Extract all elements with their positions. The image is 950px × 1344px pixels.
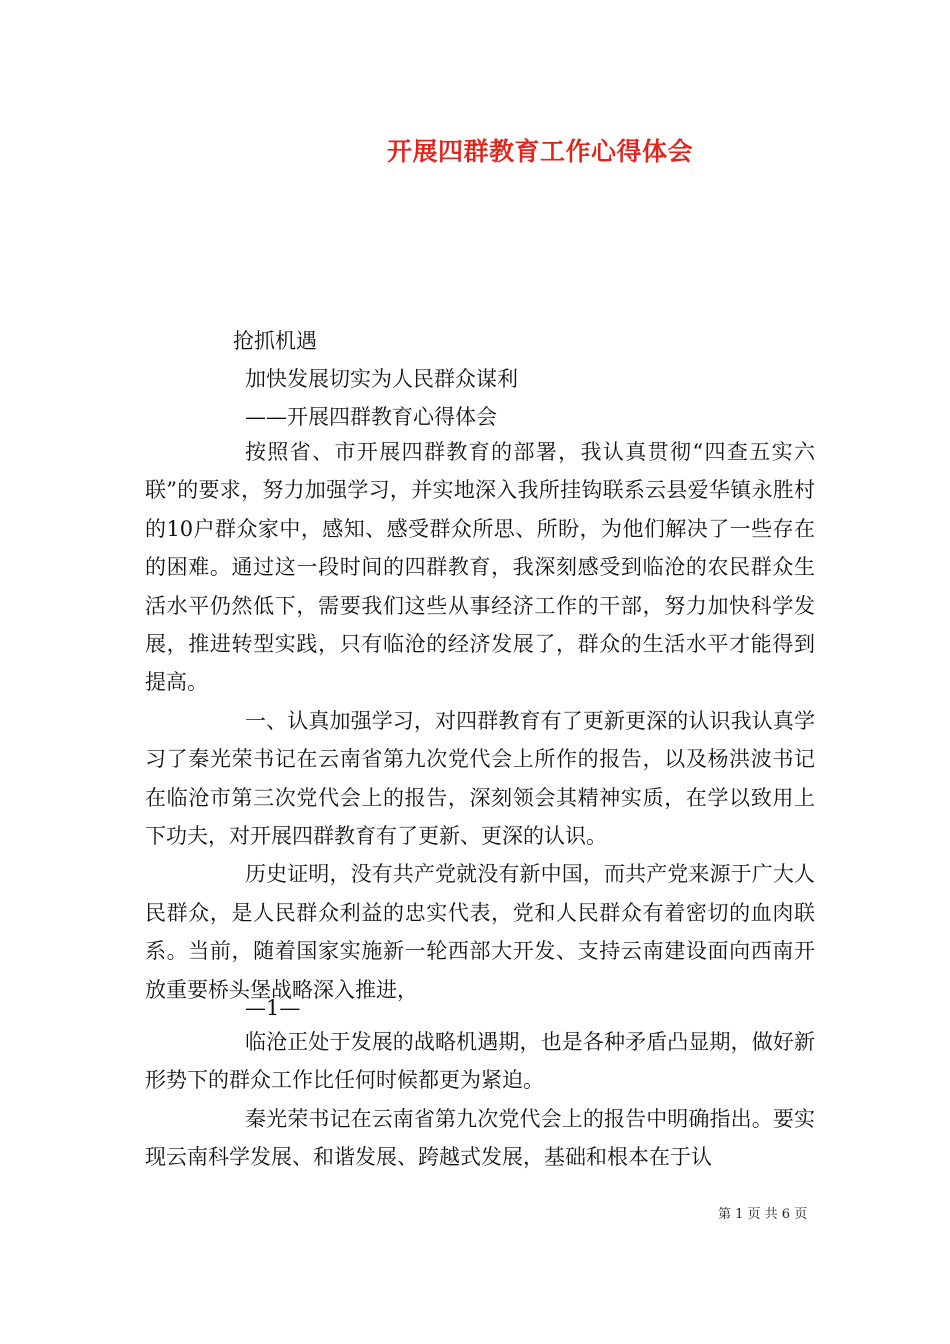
document-title: 开展四群教育工作心得体会: [386, 137, 693, 166]
headline-seize-opportunity: 抢抓机遇: [233, 329, 317, 353]
headline-subtitle: ——开展四群教育心得体会: [245, 405, 497, 429]
paragraph-strategic-period: 临沧正处于发展的战略机遇期，也是各种矛盾凸显期，做好新形势下的群众工作比任何时候都更为紧迫。: [145, 1030, 815, 1093]
paragraph-deployment: 按照省、市开展四群教育的部署，我认真贯彻“四查五实六联”的要求，努力加强学习，并实地深入我所挂钩联系云县爱华镇永胜村的10户群众家中，感知、感受群众所思、所盼，为他们解决了一些存在的困难。通过这一段时间的四群教育，我深刻感受到临沧的农民群众生活水平仍然低下，需要我们这些从事经济工作的干部，努力加快科学发展，推进转型实践，只有临沧的经济发展了，群众的生活水平才能得到提高。: [145, 440, 815, 695]
paragraph-secretary-report: 秦光荣书记在云南省第九次党代会上的报告中明确指出。要实现云南科学发展、和谐发展、跨越式发展，基础和根本在于认: [145, 1106, 815, 1170]
headline-accelerate-development: 加快发展切实为人民群众谋利: [245, 367, 518, 391]
page-footer: 第 1 页 共 6 页: [718, 1207, 808, 1222]
paragraph-history: 历史证明，没有共产党就没有新中国，而共产党来源于广大人民群众，是人民群众利益的忠实代表，党和人民群众有着密切的血肉联系。当前，随着国家实施新一轮西部大开发、支持云南建设面向西南开放重要桥头堡战略深入推进，: [145, 862, 815, 1002]
page-marker: —1—: [245, 996, 301, 1020]
body-block-1: [145, 433, 815, 1009]
body-block-2: [145, 1023, 815, 1177]
paragraph-section-one: 一、认真加强学习，对四群教育有了更新更深的认识我认真学习了秦光荣书记在云南省第九次党代会上所作的报告，以及杨洪波书记在临沧市第三次党代会上的报告，深刻领会其精神实质，在学以致用上下功夫，对开展四群教育有了更新、更深的认识。: [145, 708, 815, 849]
